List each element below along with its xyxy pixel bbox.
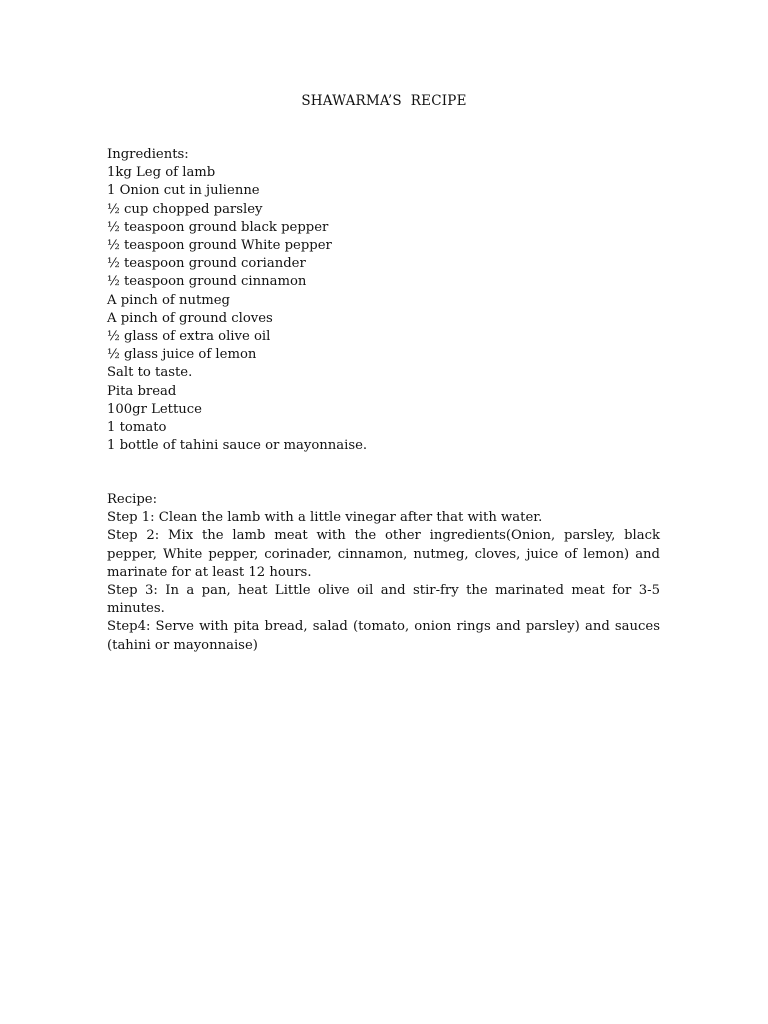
document-title: SHAWARMA’S RECIPE [301,93,467,109]
ingredient-item: A pinch of ground cloves [107,310,273,326]
ingredient-item: ½ teaspoon ground cinnamon [107,274,307,290]
ingredients-section [107,146,660,455]
ingredient-item: Pita bread [107,383,177,399]
recipe-section [107,491,660,655]
recipe-step: Step 1: Clean the lamb with a little vinegar after that with water. [107,510,543,526]
ingredient-item: Salt to taste. [107,365,193,381]
recipe-step: Step 3: In a pan, heat Little olive oil and stir-fry the marinated meat for 3-5 minutes. [107,583,660,617]
recipe-step: Step4: Serve with pita bread, salad (tomato, onion rings and parsley) and sauces (tahini or mayonnaise) [107,619,660,653]
recipe-step: Step 2: Mix the lamb meat with the other ingredients(Onion, parsley, black pepper, White pepper, corinader, cinnamon, nutmeg, cloves, juice of lemon) and marinate for at least 12 hours. [107,528,660,580]
ingredient-item: ½ glass juice of lemon [107,347,257,363]
ingredients-heading: Ingredients: [107,147,189,162]
ingredient-item: 1 bottle of tahini sauce or mayonnaise. [107,438,368,454]
ingredient-item: ½ cup chopped parsley [107,201,263,217]
ingredient-item: ½ teaspoon ground White pepper [107,238,332,254]
ingredient-item: 1 tomato [107,420,167,436]
ingredient-item: 100gr Lettuce [107,401,202,417]
ingredient-item: ½ teaspoon ground black pepper [107,219,329,235]
ingredient-item: 1kg Leg of lamb [107,165,216,181]
ingredient-item: A pinch of nutmeg [107,292,230,308]
ingredient-item: 1 Onion cut in julienne [107,183,260,199]
recipe-heading: Recipe: [107,492,158,507]
ingredient-item: ½ glass of extra olive oil [107,329,271,345]
ingredient-item: ½ teaspoon ground coriander [107,256,306,272]
